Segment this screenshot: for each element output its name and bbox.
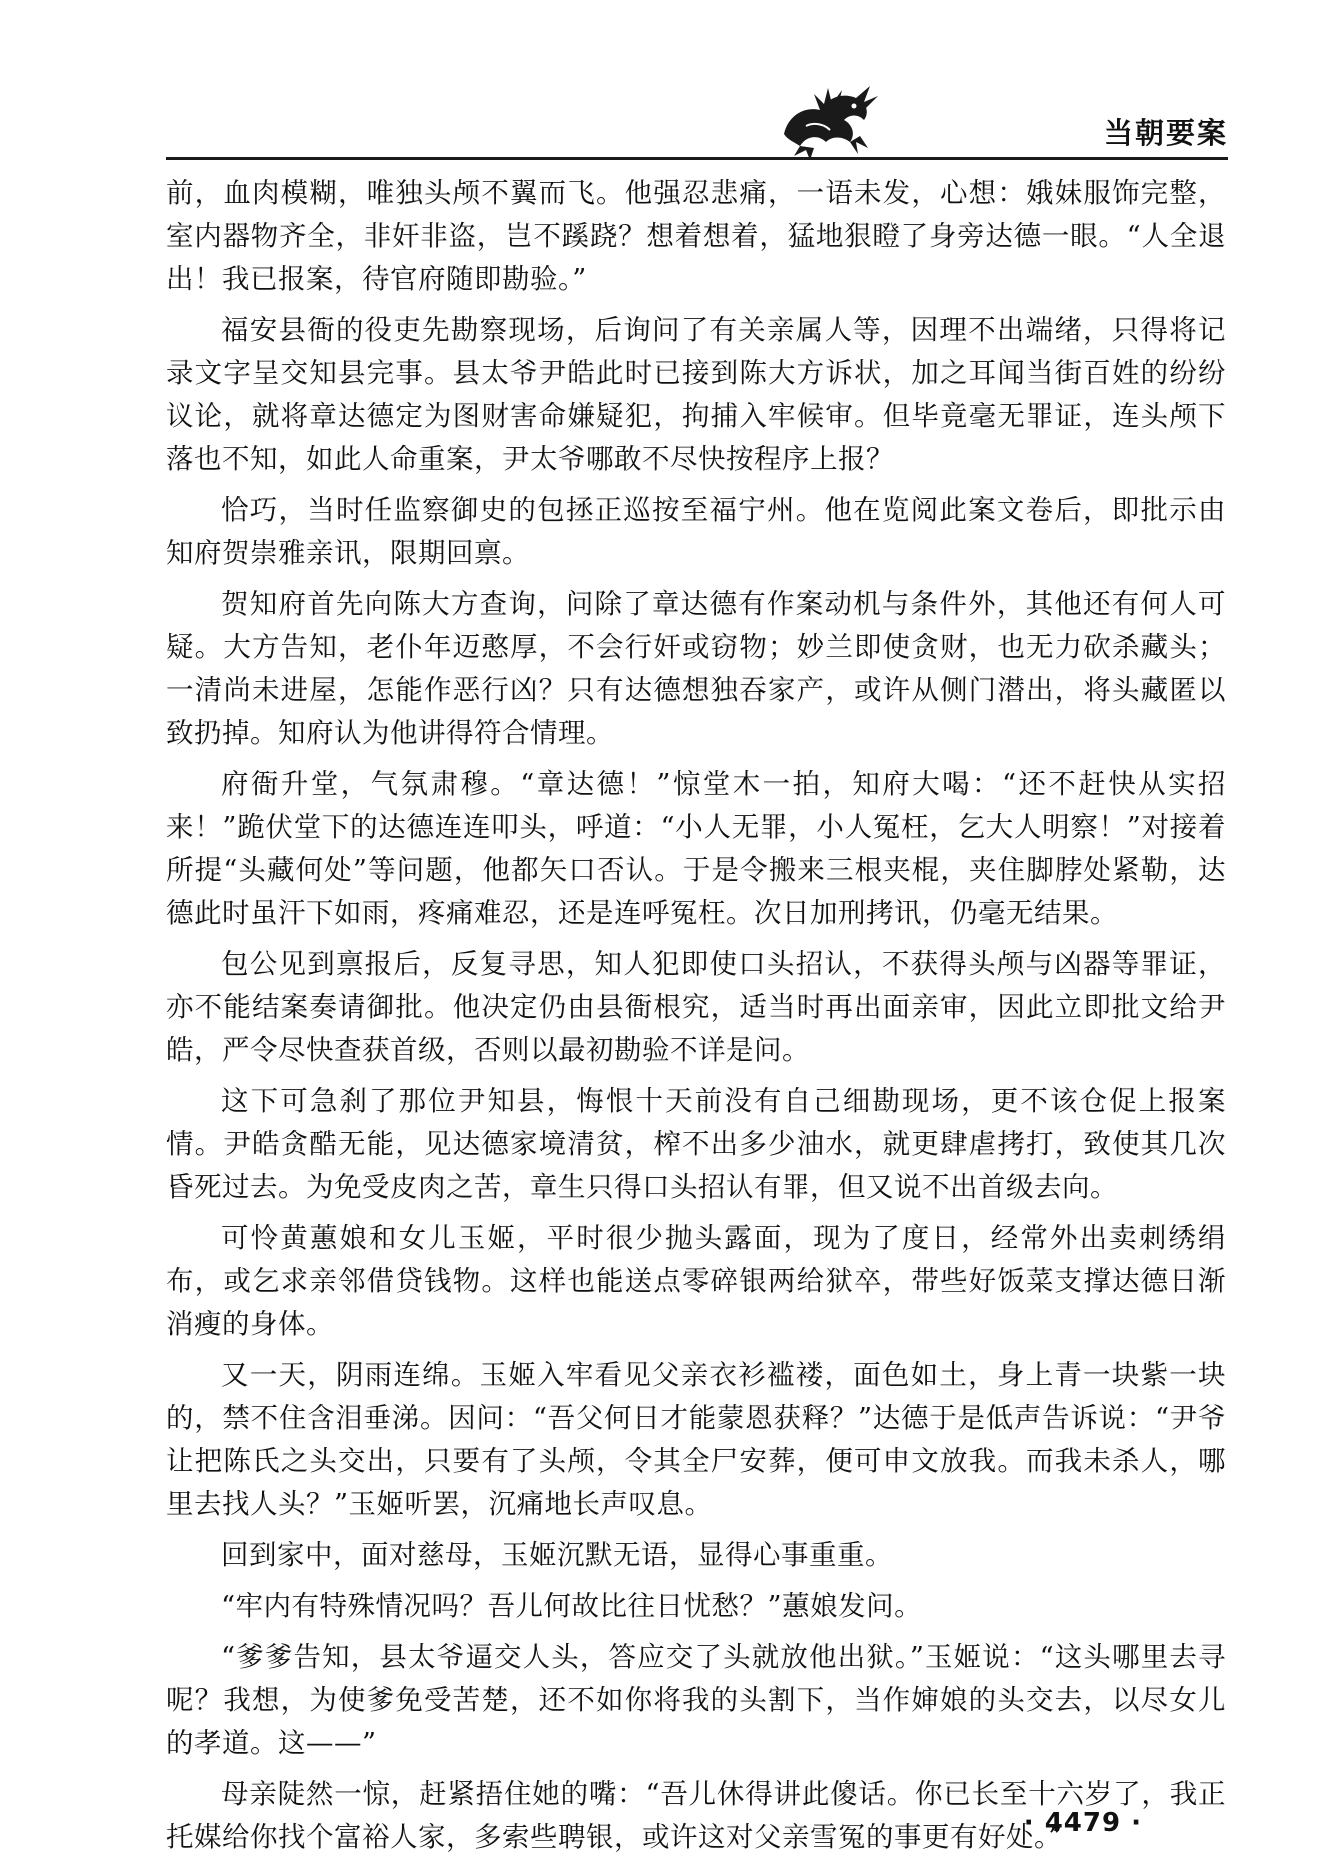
paragraph: 母亲陡然一惊，赶紧捂住她的嘴：“吾儿休得讲此傻话。你已长至十六岁了，我正托媒给你找个富裕人家，多索些聘银，或许这对父亲雪冤的事更有好处。”: [166, 1778, 1226, 1853]
paragraph: 府衙升堂，气氛肃穆。“章达德！”惊堂木一拍，知府大喝：“还不赶快从实招来！”跪伏堂下的达德连连叩头，呼道：“小人无罪，小人冤枉，乞大人明察！”对接着所提“头藏何处”等问题，他都矢口否认。于是令搬来三根夹棍，夹住脚脖处紧勒，达德此时虽汗下如雨，疼痛难忍，还是连呼冤枉。次日加刑拷讯，仍毫无结果。: [166, 768, 1226, 929]
paragraph: 可怜黄蕙娘和女儿玉姬，平时很少抛头露面，现为了度日，经常外出卖刺绣绢布，或乞求亲邻借贷钱物。这样也能送点零碎银两给狱卒，带些好饭菜支撑达德日渐消瘦的身体。: [166, 1222, 1226, 1340]
body-text: [166, 172, 1226, 1867]
paragraph: 前，血肉模糊，唯独头颅不翼而飞。他强忍悲痛，一语未发，心想：娥妹服饰完整，室内器物齐全，非奸非盗，岂不蹊跷？想着想着，猛地狠瞪了身旁达德一眼。“人全退出！我已报案，待官府随即勘验。”: [166, 177, 1226, 295]
paragraph: “爹爹告知，县太爷逼交人头，答应交了头就放他出狱。”玉姬说：“这头哪里去寻呢？我想，为使爹免受苦楚，还不如你将我的头割下，当作婶娘的头交去，以尽女儿的孝道。这——”: [166, 1641, 1226, 1759]
header-rule: [166, 157, 1228, 160]
paragraph: 又一天，阴雨连绵。玉姬入牢看见父亲衣衫褴褛，面色如土，身上青一块紫一块的，禁不住含泪垂涕。因问：“吾父何日才能蒙恩获释？”达德于是低声告诉说：“尹爷让把陈氏之头交出，只要有了头颅，令其全尸安葬，便可申文放我。而我未杀人，哪里去找人头？”玉姬听罢，沉痛地长声叹息。: [166, 1359, 1226, 1520]
paragraph: 这下可急刹了那位尹知县，悔恨十天前没有自己细勘现场，更不该仓促上报案情。尹皓贪酷无能，见达德家境清贫，榨不出多少油水，就更肆虐拷打，致使其几次昏死过去。为免受皮肉之苦，章生只得口头招认有罪，但又说不出首级去向。: [166, 1085, 1226, 1203]
paragraph: 包公见到禀报后，反复寻思，知人犯即使口头招认，不获得头颅与凶器等罪证，亦不能结案奏请御批。他决定仍由县衙根究，适当时再出面亲审，因此立即批文给尹皓，严令尽快查获首级，否则以最初勘验不详是问。: [166, 948, 1226, 1066]
paragraph: 回到家中，面对慈母，玉姬沉默无语，显得心事重重。: [221, 1539, 893, 1571]
paragraph: “牢内有特殊情况吗？吾儿何故比往日忧愁？”蕙娘发问。: [221, 1590, 923, 1622]
page-header: [166, 88, 1228, 160]
paragraph: 贺知府首先向陈大方查询，问除了章达德有作案动机与条件外，其他还有何人可疑。大方告知，老仆年迈憨厚，不会行奸或窃物；妙兰即使贪财，也无力砍杀藏头；一清尚未进屋，怎能作恶行凶？只有达德想独吞家产，或许从侧门潜出，将头藏匿以致扔掉。知府认为他讲得符合情理。: [166, 588, 1226, 749]
dragon-emblem-icon: [766, 76, 886, 162]
page-number: · 4479 ·: [1023, 1808, 1142, 1838]
paragraph: 恰巧，当时任监察御史的包拯正巡按至福宁州。他在览阅此案文卷后，即批示由知府贺崇雅亲讯，限期回禀。: [166, 494, 1226, 569]
section-title: 当朝要案: [1103, 116, 1228, 150]
paragraph: 福安县衙的役吏先勘察现场，后询问了有关亲属人等，因理不出端绪，只得将记录文字呈交知县完事。县太爷尹皓此时已接到陈大方诉状，加之耳闻当街百姓的纷纷议论，就将章达德定为图财害命嫌疑犯，拘捕入牢候审。但毕竟毫无罪证，连头颅下落也不知，如此人命重案，尹太爷哪敢不尽快按程序上报？: [166, 314, 1226, 475]
